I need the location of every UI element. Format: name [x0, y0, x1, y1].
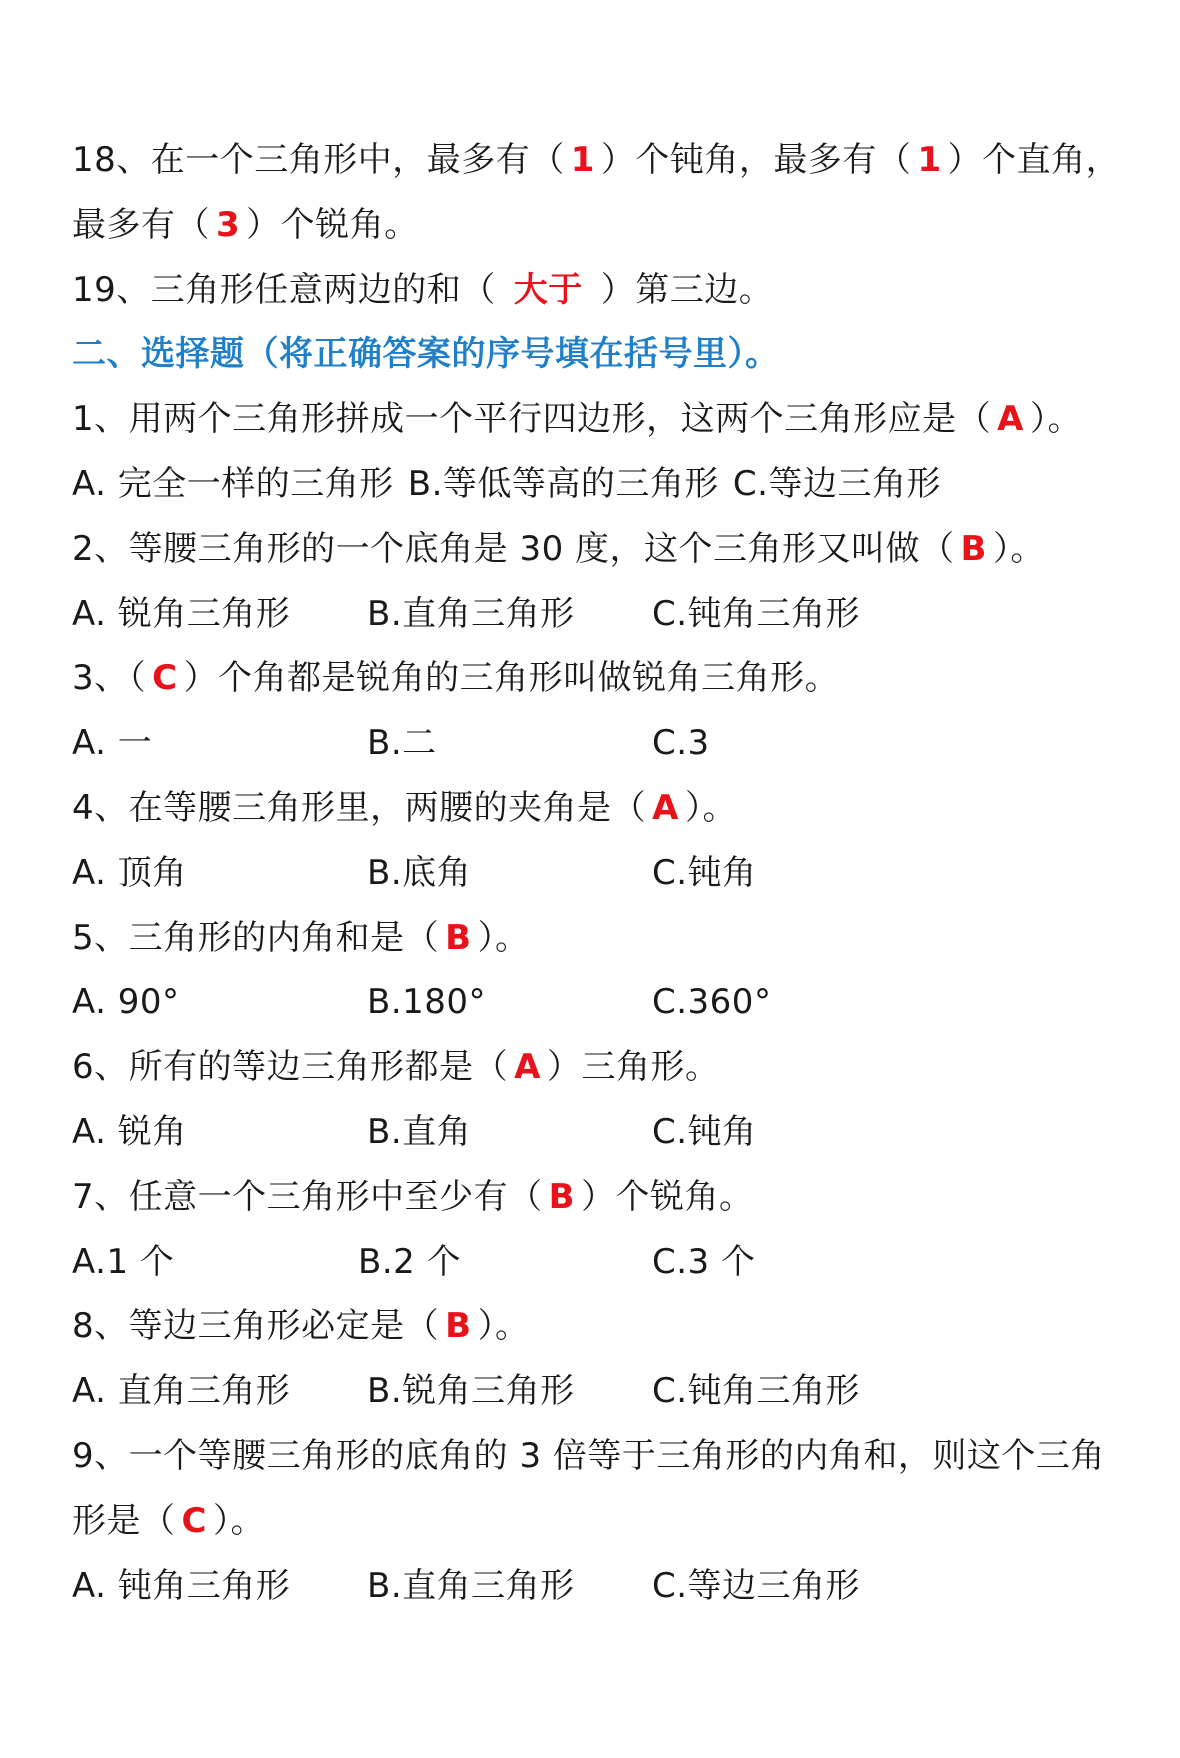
option-a: A. 90°	[72, 982, 180, 1023]
option-a: A. 锐角	[72, 1111, 187, 1152]
answer: B	[445, 917, 472, 958]
answer: A	[514, 1047, 541, 1088]
answer: C	[181, 1500, 207, 1541]
option-c: C.3	[652, 723, 710, 764]
question-4: 4、在等腰三角形里，两腰的夹角是（ A ）。	[72, 776, 1132, 841]
option-c: C.钝角	[652, 852, 757, 893]
question-4-options	[72, 841, 1132, 906]
question-5: 5、三角形的内角和是（ B ）。	[72, 906, 1132, 971]
answer: B	[548, 1176, 576, 1217]
question-18-line-2: 最多有（ 3 ）个锐角。	[72, 193, 1132, 258]
answer: A	[997, 399, 1024, 440]
answer: B	[445, 1306, 472, 1347]
option-a: A. 锐角三角形	[72, 593, 291, 634]
question-9-line-1: 9、一个等腰三角形的底角的 3 倍等于三角形的内角和，则这个三角	[72, 1435, 1105, 1476]
option-b: B.锐角三角形	[367, 1371, 575, 1412]
answer: B	[960, 528, 987, 569]
answer: 1	[917, 140, 942, 180]
option-b: B.二	[367, 723, 437, 764]
answer: A	[652, 787, 679, 828]
option-c: C.钝角三角形	[652, 1371, 861, 1412]
option-c: C.等边三角形	[652, 1565, 861, 1606]
question-8: 8、等边三角形必定是（ B ）。	[72, 1294, 1132, 1359]
question-9-options	[72, 1554, 1132, 1619]
answer: 3	[216, 204, 241, 245]
option-a: A.1 个	[72, 1241, 175, 1282]
option-b: B.底角	[367, 852, 472, 893]
question-3: 3、（ C ）个角都是锐角的三角形叫做锐角三角形。	[72, 646, 1132, 711]
question-19: 19、三角形任意两边的和（ 大于 ）第三边。	[72, 258, 1132, 323]
question-6: 6、所有的等边三角形都是（ A ）三角形。	[72, 1035, 1132, 1100]
option-a: A. 钝角三角形	[72, 1565, 291, 1606]
option-a: A. 顶角	[72, 852, 187, 893]
section-title: 二、选择题（将正确答案的序号填在括号里）。	[72, 334, 780, 375]
option-c: C.360°	[652, 982, 772, 1023]
question-18-line-1: 18、在一个三角形中，最多有（ 1 ）个钝角，最多有（ 1 ）个直角，	[72, 128, 1132, 193]
question-2: 2、等腰三角形的一个底角是 30 度，这个三角形又叫做（ B ）。	[72, 517, 1132, 582]
question-7-options	[72, 1230, 1132, 1295]
question-8-options	[72, 1359, 1132, 1424]
option-b: B.直角三角形	[367, 593, 575, 634]
question-2-options	[72, 582, 1132, 647]
question-1: 1、用两个三角形拼成一个平行四边形，这两个三角形应是（ A ）。	[72, 387, 1132, 452]
answer: C	[152, 658, 178, 699]
option-b: B.等低等高的三角形	[407, 463, 719, 504]
worksheet	[72, 128, 1132, 1618]
option-c: C.钝角	[652, 1111, 757, 1152]
answer: 大于	[513, 269, 583, 310]
question-1-options	[72, 452, 1132, 517]
option-a: A. 直角三角形	[72, 1371, 291, 1412]
option-a: A. 一	[72, 723, 153, 764]
question-7: 7、任意一个三角形中至少有（ B ）个锐角。	[72, 1165, 1132, 1230]
option-c: C.3 个	[652, 1241, 756, 1282]
question-3-options	[72, 711, 1132, 776]
option-c: C.钝角三角形	[652, 593, 861, 634]
question-6-options	[72, 1100, 1132, 1165]
question-5-options	[72, 970, 1132, 1035]
option-b: B.直角三角形	[367, 1565, 575, 1606]
answer: 1	[570, 140, 595, 180]
option-b: B.直角	[367, 1111, 472, 1152]
question-9-line-2: 形是（ C ）。	[72, 1489, 1132, 1554]
option-c: C.等边三角形	[732, 463, 941, 504]
option-a: A. 完全一样的三角形	[72, 463, 394, 504]
option-b: B.2 个	[358, 1241, 462, 1282]
option-b: B.180°	[367, 982, 487, 1023]
